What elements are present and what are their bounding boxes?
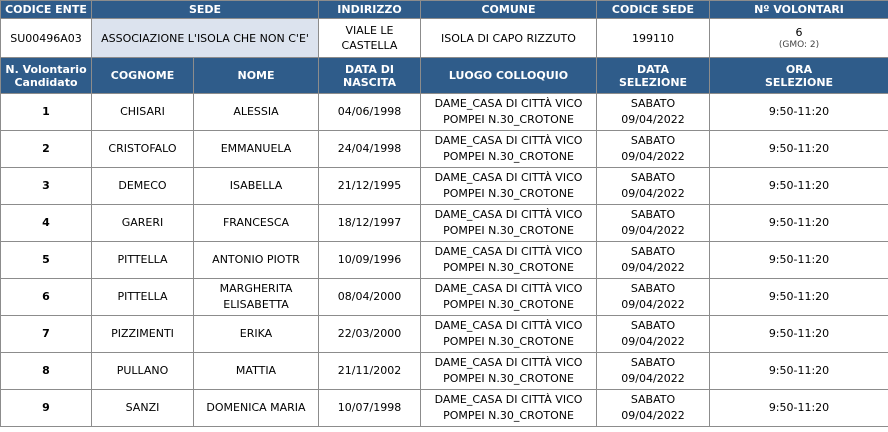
cell-ora-selezione: 9:50-11:20 [710,131,888,168]
cell-data-nascita: 22/03/2000 [319,316,421,353]
cell-ora-selezione: 9:50-11:20 [710,168,888,205]
cell-n-volontario: 7 [1,316,92,353]
cell-data: 09/04/2022 [621,261,685,274]
col-ora-selezione [710,58,888,94]
col-sel-line-1: DATA [637,62,669,76]
col-data-selezione [597,58,710,94]
cell-luogo-line-2: POMPEI N.30_CROTONE [443,187,574,200]
cell-luogo-line-1: DAME_CASA DI CITTÀ VICO [434,208,583,221]
col-ora-line-1: ORA [785,62,813,76]
table-row [1,94,888,131]
cell-nome [194,316,319,353]
cell-nome-line-1: FRANCESCA [222,216,290,229]
cell-data: 09/04/2022 [621,113,685,126]
cell-data-selezione [597,353,710,390]
cell-cognome: PITTELLA [92,279,194,316]
col-n-line-2: Candidato [14,75,78,89]
cell-nome-line-2: ELISABETTA [223,298,289,311]
cell-luogo-line-1: DAME_CASA DI CITTÀ VICO [434,393,583,406]
cell-data: 09/04/2022 [621,298,685,311]
header-indirizzo: INDIRIZZO [319,1,421,19]
col-sel-line-2: SELEZIONE [618,75,688,89]
comune-value: ISOLA DI CAPO RIZZUTO [421,19,597,58]
cell-giorno: SABATO [630,134,676,147]
table-row [1,168,888,205]
cell-luogo-line-1: DAME_CASA DI CITTÀ VICO [434,134,583,147]
cell-nome [194,390,319,427]
cell-data-selezione [597,94,710,131]
cell-data-selezione [597,390,710,427]
table-row [1,131,888,168]
header-codice-sede: CODICE SEDE [597,1,710,19]
cell-data-nascita: 21/11/2002 [319,353,421,390]
cell-cognome: PITTELLA [92,242,194,279]
column-header-row [1,58,888,94]
cell-ora-selezione: 9:50-11:20 [710,94,888,131]
cell-n-volontario: 2 [1,131,92,168]
cell-data: 09/04/2022 [621,335,685,348]
cell-ora-selezione: 9:50-11:20 [710,390,888,427]
cell-luogo-colloquio [421,316,597,353]
cell-data: 09/04/2022 [621,150,685,163]
cell-n-volontario: 3 [1,168,92,205]
col-data-nascita [319,58,421,94]
cell-data-selezione [597,242,710,279]
sede-value: ASSOCIAZIONE L'ISOLA CHE NON C'E' [92,19,319,58]
indirizzo-value [319,19,421,58]
cell-luogo-line-1: DAME_CASA DI CITTÀ VICO [434,245,583,258]
cell-luogo-line-1: DAME_CASA DI CITTÀ VICO [434,171,583,184]
cell-luogo-colloquio [421,131,597,168]
cell-data-selezione [597,205,710,242]
cell-nome-line-1: MATTIA [235,364,277,377]
col-luogo-colloquio: LUOGO COLLOQUIO [421,58,597,94]
table-row [1,279,888,316]
cell-data-selezione [597,168,710,205]
cell-data-selezione [597,316,710,353]
cell-cognome: PIZZIMENTI [92,316,194,353]
cell-nome-line-1: ALESSIA [233,105,279,118]
cell-luogo-colloquio [421,94,597,131]
cell-data-nascita: 10/07/1998 [319,390,421,427]
cell-data: 09/04/2022 [621,187,685,200]
cell-nome-line-1: DOMENICA MARIA [206,401,306,414]
cell-luogo-line-2: POMPEI N.30_CROTONE [443,372,574,385]
cell-ora-selezione: 9:50-11:20 [710,353,888,390]
codice-sede-value: 199110 [597,19,710,58]
cell-nome [194,205,319,242]
header-sede: SEDE [92,1,319,19]
n-volontari-value [710,19,888,58]
cell-nome [194,131,319,168]
col-data-line-1: DATA DI [344,62,394,76]
top-header-row [1,1,888,19]
col-cognome: COGNOME [92,58,194,94]
cell-luogo-colloquio [421,390,597,427]
cell-luogo-colloquio [421,168,597,205]
cell-ora-selezione: 9:50-11:20 [710,205,888,242]
cell-cognome: SANZI [92,390,194,427]
cell-data-nascita: 18/12/1997 [319,205,421,242]
cell-data-selezione [597,131,710,168]
cell-cognome: CHISARI [92,94,194,131]
cell-nome [194,279,319,316]
col-n-volontario [1,58,92,94]
cell-nome [194,168,319,205]
cell-data: 09/04/2022 [621,409,685,422]
cell-n-volontario: 4 [1,205,92,242]
table-row [1,205,888,242]
cell-luogo-line-2: POMPEI N.30_CROTONE [443,298,574,311]
cell-nome-line-1: ANTONIO PIOTR [212,253,300,266]
cell-nome-line-1: ISABELLA [229,179,283,192]
cell-giorno: SABATO [630,319,676,332]
cell-luogo-colloquio [421,353,597,390]
cell-luogo-line-1: DAME_CASA DI CITTÀ VICO [434,319,583,332]
cell-luogo-line-2: POMPEI N.30_CROTONE [443,409,574,422]
col-nome: NOME [194,58,319,94]
cell-luogo-line-2: POMPEI N.30_CROTONE [443,335,574,348]
header-codice-ente: CODICE ENTE [1,1,92,19]
header-comune: COMUNE [421,1,597,19]
cell-data-nascita: 10/09/1996 [319,242,421,279]
table-row [1,390,888,427]
cell-luogo-line-2: POMPEI N.30_CROTONE [443,224,574,237]
cell-giorno: SABATO [630,97,676,110]
cell-nome [194,94,319,131]
col-data-line-2: NASCITA [343,75,396,89]
cell-giorno: SABATO [630,282,676,295]
cell-luogo-colloquio [421,205,597,242]
cell-luogo-line-1: DAME_CASA DI CITTÀ VICO [434,282,583,295]
cell-cognome: GARERI [92,205,194,242]
cell-ora-selezione: 9:50-11:20 [710,316,888,353]
cell-luogo-line-2: POMPEI N.30_CROTONE [443,261,574,274]
table-row [1,316,888,353]
cell-giorno: SABATO [630,171,676,184]
cell-data-nascita: 08/04/2000 [319,279,421,316]
cell-luogo-line-1: DAME_CASA DI CITTÀ VICO [434,97,583,110]
cell-n-volontario: 5 [1,242,92,279]
cell-luogo-colloquio [421,242,597,279]
cell-luogo-colloquio [421,279,597,316]
cell-data: 09/04/2022 [621,224,685,237]
cell-n-volontario: 8 [1,353,92,390]
cell-luogo-line-2: POMPEI N.30_CROTONE [443,150,574,163]
info-row [1,19,888,58]
cell-nome-line-1: ERIKA [239,327,273,340]
cell-n-volontario: 9 [1,390,92,427]
gmo-note: (GMO: 2) [778,40,820,50]
table-row [1,242,888,279]
cell-nome [194,242,319,279]
cell-n-volontario: 1 [1,94,92,131]
col-n-line-1: N. Volontario [5,62,87,76]
cell-data-nascita: 21/12/1995 [319,168,421,205]
indirizzo-line-2: CASTELLA [341,39,398,52]
cell-cognome: CRISTOFALO [92,131,194,168]
cell-nome-line-1: EMMANUELA [220,142,292,155]
cell-cognome: PULLANO [92,353,194,390]
cell-giorno: SABATO [630,208,676,221]
cell-nome [194,353,319,390]
table-row [1,353,888,390]
cell-data-nascita: 04/06/1998 [319,94,421,131]
cell-ora-selezione: 9:50-11:20 [710,242,888,279]
n-volontari-count: 6 [795,26,803,39]
col-ora-line-2: SELEZIONE [764,75,834,89]
cell-giorno: SABATO [630,393,676,406]
cell-nome-line-1: MARGHERITA [219,282,293,295]
cell-data-selezione [597,279,710,316]
cell-luogo-line-1: DAME_CASA DI CITTÀ VICO [434,356,583,369]
cell-cognome: DEMECO [92,168,194,205]
codice-ente-value: SU00496A03 [1,19,92,58]
cell-n-volontario: 6 [1,279,92,316]
indirizzo-line-1: VIALE LE [345,24,394,37]
cell-luogo-line-2: POMPEI N.30_CROTONE [443,113,574,126]
cell-data-nascita: 24/04/1998 [319,131,421,168]
cell-ora-selezione: 9:50-11:20 [710,279,888,316]
cell-giorno: SABATO [630,245,676,258]
cell-giorno: SABATO [630,356,676,369]
cell-data: 09/04/2022 [621,372,685,385]
header-n-volontari: Nº VOLONTARI [710,1,888,19]
